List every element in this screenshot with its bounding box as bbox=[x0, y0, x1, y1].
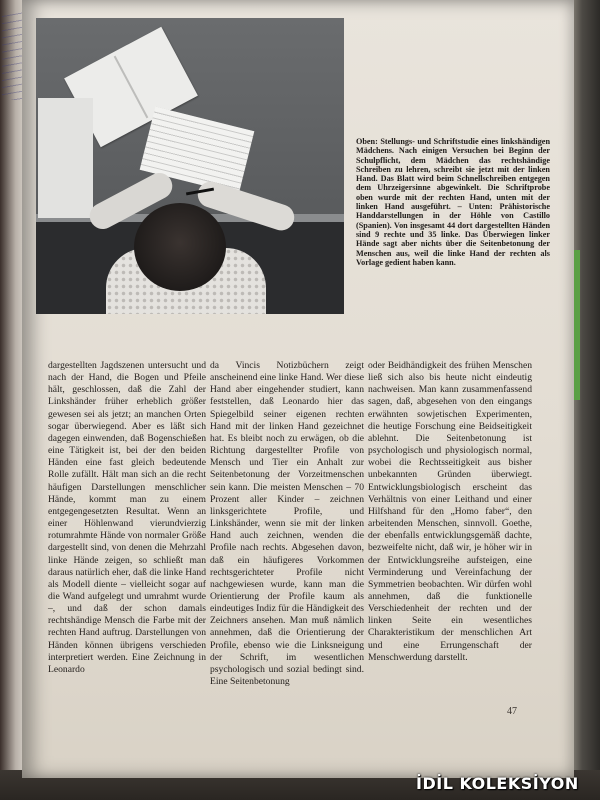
page-number: 47 bbox=[507, 706, 517, 717]
body-text-column-1: dargestellten Jagdszenen untersucht und nach der Hand, die Bogen und Pfeile hält, geschlossen, daß die Zahl der Linkshänder früher erheblich größer gewesen sei als jetzt; an manchen Orten sogar überwiegend. Aber es läßt sich dagegen einwenden, daß Bogenschießen eine Tätigkeit ist, bei der den beiden Händen eine fast gleich bedeutende Rolle zufällt. Hält man sich an die recht häufigen Darstellungen menschlicher Hände, kommt man zu einem entgegengesetzten Resultat. Wenn an einer Höhlenwand vierundvierzig rotumrahmte Hände von normaler Größe dargestellt sind, von denen die Mehrzahl linke Hände zeigen, so schließt man daraus natürlich eher, daß die linke Hand als Modell diente – vielleicht sogar auf die Wand aufgelegt und umrahmt wurde –, und daß der schon damals rechtshändige Mensch die Farbe mit der rechten Hand auftrug. Darstellungen von Händen können übrigens verschieden interpretiert werden. Eine Zeichnung in Leonardo bbox=[48, 360, 206, 675]
photograph-girl-writing bbox=[36, 18, 344, 314]
body-text-column-2: da Vincis Notizbüchern zeigt anscheinend eine linke Hand. Wer diese Hand aber eingehender studiert, kann feststellen, daß Leonardo hier das Spiegelbild seiner eigenen rechten Hand mit der linken Hand gezeichnet hat. Es bleibt noch zu erwägen, ob die Richtung dargestellter Profile von Mensch und Tier ein Anhalt zur Seitenbetonung der Vorzeitmenschen sein kann. Die meisten Menschen – 70 Prozent aller Kinder – zeichnen linksgerichtete Profile, und Linkshänder, wenn sie mit der linken Hand auch zeichnen, wenden die Profile nach rechts. Abgesehen davon, daß ein häufigeres Vorkommen rechtsgerichteter Profile nicht nachgewiesen wurde, kann man die Orientierung der Profile kaum als eindeutiges Indiz für die Händigkeit des Zeichners ansehen. Man muß nämlich annehmen, daß die Orientierung der Profile, ebenso wie die Linksneigung der Schrift, im wesentlichen psychologisch und sozial bedingt sind. Eine Seitenbetonung bbox=[210, 360, 364, 688]
photo-head bbox=[134, 203, 226, 291]
book-edge bbox=[570, 0, 600, 800]
handwriting-scribble bbox=[2, 10, 22, 100]
watermark: İDİL KOLEKSİYON bbox=[416, 774, 579, 793]
body-text-column-3: oder Beidhändigkeit des frühen Menschen ließ sich also bis heute nicht eindeutig nachweisen. Man kann zusammenfassend sagen, daß, abgesehen von den eingangs erwähnten sowjetischen Experimenten, die heutige Forschung eine Beidseitigkeit ablehnt. Die Seitenbetonung ist psychologisch und physiologisch normal, wobei die Rechtsseitigkeit aus bisher unbekannten Gründen überwiegt. Entwicklungsbiologisch erscheint das Verhältnis von einer Leithand und einer Hilfshand für den „Homo faber“, den arbeitenden Menschen, sinnvoll. Goethe, der ebenfalls entwicklungsgemäß dachte, bezweifelte nicht, daß wir, je höher wir in der Entwicklungsreihe aufsteigen, eine Verminderung und Vereinfachung der Symmetrien beobachten. Wir dürfen wohl annehmen, daß die funktionelle Verschiedenheit der rechten und der linken Seite ein wesentliches Charakteristikum der menschlichen Art und eine Errungenschaft der Menschwerdung darstellt. bbox=[368, 360, 532, 663]
photo-paper-sheet bbox=[38, 98, 93, 218]
photo-caption: Oben: Stellungs- und Schriftstudie eines linkshändigen Mädchens. Nach einigen Versuchen bei Beginn der Schulpflicht, dem Mädchen das rechtshändige Schreiben zu lehren, schreibt sie jetzt mit der linken Hand. Das Blatt wird beim Schnellschreiben entgegen dem Uhrzeigersinne abgewinkelt. Die Schriftprobe oben wurde mit der rechten Hand, unten mit der linken Hand ausgeführt. – Unten: Prähistorische Handdarstellungen in der Höhle von Castillo (Spanien). Von insgesamt 44 dort dargestellten Händen sind 9 rechte und 35 linke. Das Überwiegen linker Hände sagt aber nichts über die Seitenbetonung der Menschen aus, weil die linke Hand der rechten als Vorlage gedient haben kann. bbox=[356, 137, 550, 267]
